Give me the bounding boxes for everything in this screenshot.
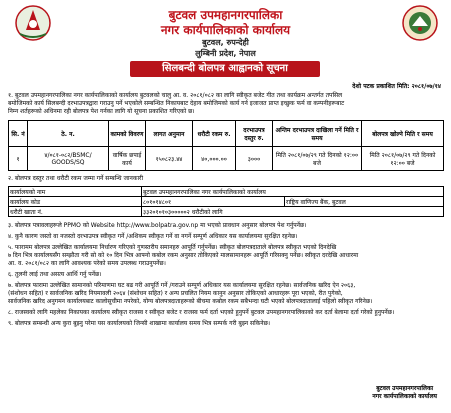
table-cell: कार्यालयको नाम xyxy=(9,187,142,197)
paragraph-line: १. बुटवल उपमहानगरपालिका नगर कार्यपालिकाको कार्यालय बुटवलको चालु आ. व. २०८१/०८२ का लागि स्वीकृत बजेट गीत तथा कार्यक्रम अन्तर्गत तपसिल xyxy=(8,92,343,99)
list-item xyxy=(8,309,446,317)
column-header: धरौटी रकम रु. xyxy=(193,121,236,147)
list-item xyxy=(8,271,446,279)
paragraph-line: ८. राजस्वको लागि महलेका निकायका कार्यालय स्वीकृत राजस्व र स्वीकृत बजेट र राजस्व फर्म दर्ता भएको हुनुपर्ने बुटवल उपमहानगरपालिकाको कर दर्ता बेलामा दर्ता गरेको हुनुपर्नेछ। xyxy=(8,309,395,316)
paragraph-line: निम्न शर्तहरूको अधिनमा रही बोलपत्र पेश गर्नका लागि यो सूचना प्रकाशित गरिएको छ। xyxy=(8,108,195,115)
table-cell: धरौटी खाता नं. xyxy=(9,207,142,217)
office-location: बुटवल, रुपन्देही xyxy=(202,38,249,47)
table-cell: ३००० xyxy=(236,147,273,171)
deposit-table xyxy=(8,186,444,217)
paragraph-line: बमोजिमको कार्य सिलबन्दी दरभाउपत्रद्वारा गराउनु पर्ने भएकोले सम्बन्धित निकायबाट देहाय बमोजिमको कार्य गर्न इजाजत प्राप्त इच्छुक फर्म वा कम्पनीहरूबाट xyxy=(8,100,345,107)
column-header: दरभाउपत्र दस्तुर रु. xyxy=(236,121,273,147)
table-cell: १५०८२३.४४ xyxy=(146,147,193,171)
paragraph-line: (संशोधन सहित) र सार्वजनिक खरिद नियमावली २०६४ (संशोधन सहित) र अन्य प्रचलित नियम कानुन अनुसार तोकिएको आधारहरू पूरा भएको, रीत पुगेको, xyxy=(8,290,343,297)
paragraph-line: ४. कुनै कारण जस्तो वा नजस्तो दरभाउपत्र स्वीकृत गर्ने /अशिकम स्वीकृत गर्ने वा नगर्ने सम्पूर्ण अधिकार यस कार्यालयमा सुरक्षित रहनेछ। xyxy=(8,233,298,240)
table-cell: वार्षिक छपाई कार्य xyxy=(109,147,146,171)
table-cell: राष्ट्रिय वाणिज्य बैंक, बुटवल xyxy=(285,197,444,207)
paragraph-line: आ. व. २०८१/०८२ का लागि आवश्यक परेको समय उपलब्ध गराउनुपर्नेछ। xyxy=(8,260,166,267)
paragraph-1 xyxy=(8,92,444,116)
office-name: नगर कार्यपालिकाको कार्यालय xyxy=(160,23,291,37)
municipality-name: बुटवल उपमहानगरपालिका xyxy=(168,8,283,22)
signature-block xyxy=(372,384,437,400)
paragraph-line: ७ दिन भित्र कार्यालयसँग सम्झौता गरी सो को १० दिन भित्र आफ्नो कबोल रकम अनुसार तोकिएको मालसामानहरू आपूर्ति गरिसक्नु पर्नेछ। स्वीकृत दरदेखि आधारमा xyxy=(8,252,359,259)
table-cell: ४०,०००.०० xyxy=(193,147,236,171)
paragraph-line: सार्वजनिक खरिद अनुगमन कार्यालयबाट कालोसूचीमा नपरेको, योग्य बोलपत्रदाताहरूको बीचमा कबोल रकम सबैभन्दा घटी भएको बोलपत्रदातालाई पहिलो स्वीकृत गरिनेछ। xyxy=(8,298,373,305)
paragraph-line: ३. बोलपत्र पत्रावलाहरूले PPMO को Website http://www.bolpatra.gov.np मा भएको प्रावधान अनुसार बोलपत्र पेश गर्नुपर्नेछ। xyxy=(8,222,307,229)
list-item xyxy=(8,233,446,241)
signature-line: बुटवल उपमहानगरपालिका xyxy=(376,385,434,392)
column-header: बोलपत्र खोल्ने मिति र समय xyxy=(362,121,444,147)
table-cell: १ xyxy=(9,147,28,171)
table-row xyxy=(9,187,444,197)
column-header: सि. नं xyxy=(9,121,28,147)
list-item xyxy=(8,320,446,328)
list-item xyxy=(8,222,446,230)
table-header-row xyxy=(9,121,444,147)
table-cell: कार्यालय कोड xyxy=(9,197,142,207)
paragraph-line: ७. बोलपत्र फारामा उल्लेखित सामानको परिमाणमा घट बढ गरी आपूर्ति गर्ने /गराउने सम्पूर्ण अधिकार यस कार्यालयमा सुरक्षित रहनेछ। सार्वजनिक खरिद ऐन २०६३, xyxy=(8,282,356,289)
paragraph-line: ६. तुलनी लाई तथा असत्य आर्थि गर्नु पर्नेछ। xyxy=(8,271,102,278)
list-item xyxy=(8,282,446,306)
table-cell: ३३२०१०१०३०००००२ धरौटीको लागि xyxy=(142,207,444,217)
terms-list xyxy=(8,222,446,328)
paragraph-line: ९. बोलपत्र सम्बन्धी अन्य कुरा बुझ्नु परेमा यस कार्यालयको जिन्सी शाखामा कार्यालय समय भित्र सम्पर्क गरी बुझ्न सकिनेछ। xyxy=(8,320,271,327)
province-name: लुम्बिनी प्रदेश, नेपाल xyxy=(195,49,256,58)
column-header: लागत अनुमान xyxy=(146,121,193,147)
list-item xyxy=(8,244,446,268)
column-header: अन्तिम दरभाउपत्र दाखिला गर्ने मिति र समय xyxy=(273,121,362,147)
signature-line: नगर कार्यपालिकाको कार्यालय xyxy=(372,393,437,400)
publish-date: देशो पटक प्रकाशित मिति: २०८१/०७/१४ xyxy=(352,83,441,90)
table-row xyxy=(9,197,444,207)
table-cell: ८०१०१४८०१ xyxy=(142,197,285,207)
paragraph-line: ५. फारामम बोलपत्र उल्लेखित कार्यालयमा निर्धारण गरिएको गुणस्तरीय समानहरु आपूर्ति गर्नुपर्नेछ। स्वीकृत बोलपत्रदाताले बोलपत्र स्वीकृत भएको दिनदेखि xyxy=(8,244,337,251)
table-cell: बुटवल उपमहानगरपालिका नगर कार्यपालिकाको कार्यालय xyxy=(142,187,444,197)
column-header: कामको विवरण xyxy=(109,121,146,147)
table-cell: मिति २०८१/०७/२९ गते दिनको १२:०० बजे xyxy=(273,147,362,171)
table-row xyxy=(9,207,444,217)
column-header: ठे. न. xyxy=(28,121,109,147)
notice-title-banner: सिलबन्दी बोलपत्र आह्वानको सूचना xyxy=(130,61,320,77)
table-row xyxy=(9,147,444,171)
table-cell: मिति २०८१/०७/२९ गते दिनको १२:०० बजे xyxy=(362,147,444,171)
paragraph-2: २. बोलपत्र दस्तुर तथा धरौटी रकम जम्मा गर्ने सम्बन्धि जानकारी xyxy=(8,175,144,182)
table-cell: ४/०८१-०८२/BSMC/ GOODS/SQ xyxy=(28,147,109,171)
tender-table xyxy=(8,120,444,171)
